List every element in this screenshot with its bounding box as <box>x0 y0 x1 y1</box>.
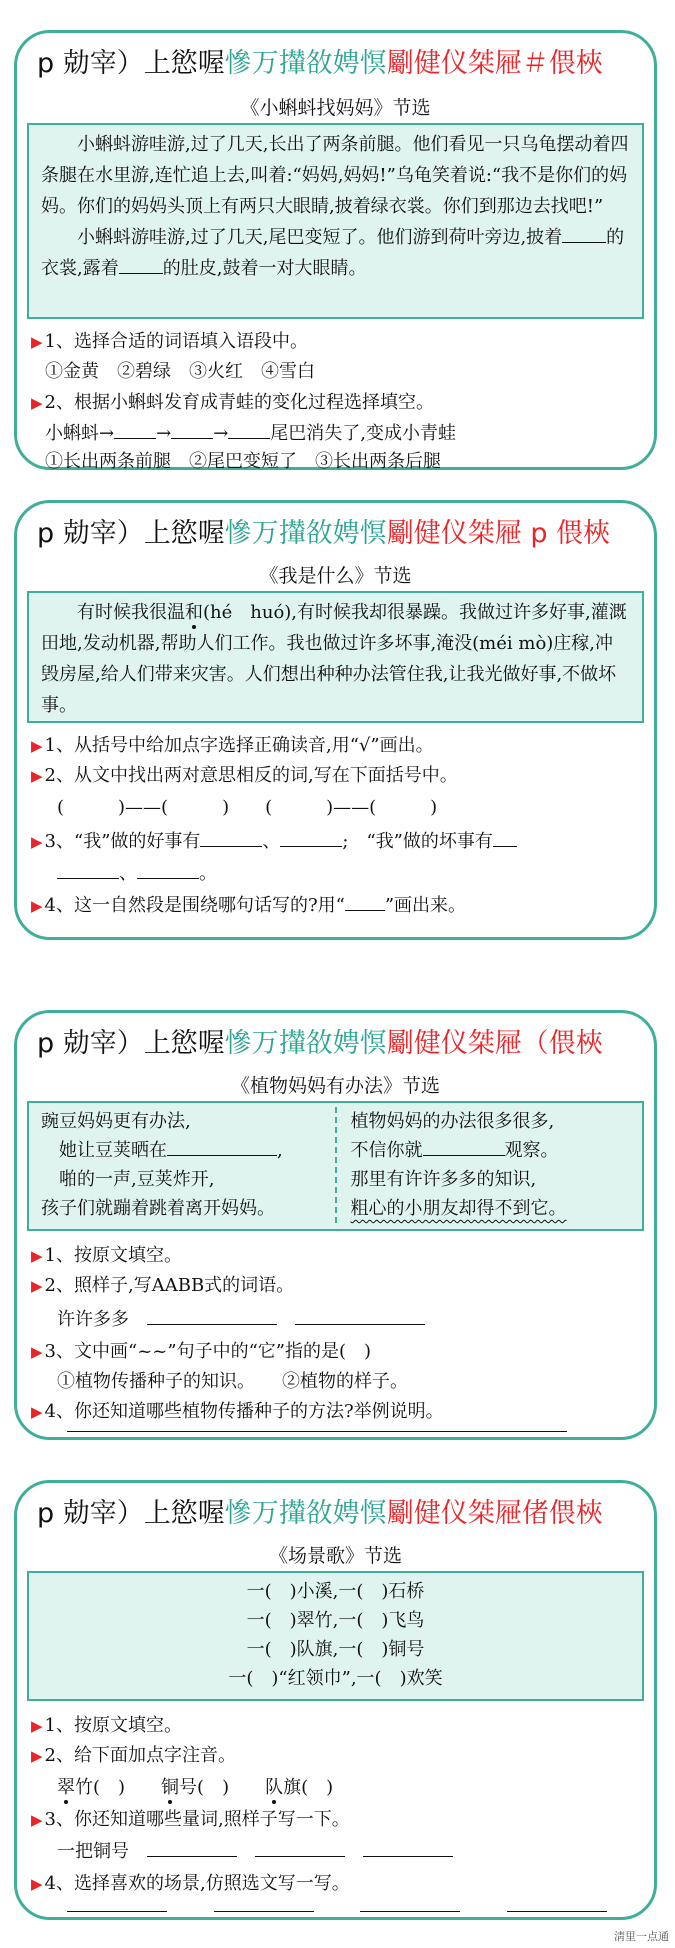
question-1-options: ①金黄 ②碧绿 ③火红 ④雪白 <box>45 361 315 382</box>
fill-blank[interactable] <box>57 878 119 879</box>
question-3-options: ①植物传播种子的知识。 ②植物的样子。 <box>57 1371 408 1392</box>
poem-line: 不信你就 观察。 <box>350 1140 559 1161</box>
question-3: ▶ 3、文中画“~~”句子中的“它”指的是( ) <box>31 1341 372 1362</box>
fill-blank[interactable] <box>280 846 342 847</box>
antonym-brackets[interactable]: ( )——( ) ( )——( ) <box>57 797 438 818</box>
question-4: ▶ 4、选择喜欢的场景,仿照选文写一写。 <box>31 1873 350 1894</box>
question-2-sequence: 小蝌蚪→ → → 尾巴消失了,变成小青蛙 <box>45 423 457 444</box>
arrow-icon: ▶ <box>31 1277 43 1295</box>
poem-left-column <box>41 1107 321 1223</box>
arrow-icon: ▶ <box>31 1811 43 1829</box>
fill-blank[interactable] <box>295 1324 425 1325</box>
card-title <box>37 1491 657 1530</box>
answer-line[interactable] <box>67 1431 567 1432</box>
fill-blank[interactable] <box>228 438 270 439</box>
title-part-c: 劚健仪桀屜＃偎梜 <box>386 48 603 79</box>
fill-blank[interactable] <box>200 846 262 847</box>
poem-line: 一( )小溪,一( )石桥 <box>246 1581 425 1602</box>
fill-blank[interactable] <box>562 242 606 243</box>
dotted-character: 队 <box>265 1777 284 1798</box>
question-2-items: 翠竹( ) 铜号( ) 队旗( ) <box>57 1777 334 1798</box>
passage-box <box>27 1571 644 1701</box>
card-title <box>37 1021 657 1060</box>
column-divider <box>335 1107 337 1223</box>
exercise-card-2 <box>14 500 657 940</box>
arrow-icon: ▶ <box>31 1403 43 1421</box>
question-3: ▶ 3、“我”做的好事有 、 ; “我”做的坏事有 <box>31 827 644 853</box>
question-3-continued: 、 。 <box>57 859 644 885</box>
exercise-card-3 <box>14 1010 657 1440</box>
poem-line: 她让豆荚晒在 , <box>59 1140 283 1161</box>
dotted-character: 和 <box>185 602 203 623</box>
poem-line: 那里有许许多多的知识, <box>350 1169 537 1190</box>
passage-paragraph: 小蝌蚪游哇游,过了几天,长出了两条前腿。他们看见一只乌龟摆动着四条腿在水里游,连忙追上去,叫着:“妈妈,妈妈!”乌龟笑着说:“我不是你们的妈妈。你们的妈妈头顶上有两只大眼睛,披着绿衣裳。你们到那边去找吧!” <box>41 134 629 217</box>
poem-line: 一( )队旗,一( )铜号 <box>246 1639 425 1660</box>
arrow-icon: ▶ <box>31 1875 43 1893</box>
question-2-options: ①长出两条前腿 ②尾巴变短了 ③长出两条后腿 <box>45 451 441 472</box>
question-3: ▶ 3、你还知道哪些量词,照样子写一下。 <box>31 1809 350 1830</box>
passage-subtitle: 《小蝌蚪找妈妈》节选 <box>240 97 431 119</box>
fill-blank[interactable] <box>67 1911 167 1912</box>
question-3-answer: 一把铜号 <box>57 1837 644 1863</box>
fill-blank[interactable] <box>171 438 213 439</box>
poem-line: 啪的一声,豆荚炸开, <box>59 1169 215 1190</box>
arrow-icon: ▶ <box>31 394 43 412</box>
passage-subtitle: 《我是什么》节选 <box>259 565 412 587</box>
watermark: 淸里一点通 <box>614 1930 669 1943</box>
passage-subtitle: 《场景歌》节选 <box>268 1545 402 1567</box>
passage-paragraph: 有时候我很温和(hé huó),有时候我却很暴躁。我做过许多好事,灌溉田地,发动机器,帮助人们工作。我也做过许多坏事,淹没(méi mò)庄稼,冲毁房屋,给人们带来灾害。人们想出种种办法管住我,让我光做好事,不做坏事。 <box>41 602 627 716</box>
fill-blank[interactable] <box>493 846 517 847</box>
question-1: ▶ 1、从括号中给加点字选择正确读音,用“√”画出。 <box>31 735 434 756</box>
title-part-a: p 勀宰）上慾喔 <box>37 48 225 79</box>
question-4: ▶ 4、这一自然段是围绕哪句话写的?用“ ”画出来。 <box>31 895 467 916</box>
poem-right-column <box>351 1107 631 1223</box>
title-part-b: 慘万攆敋娉慏 <box>224 1028 387 1059</box>
arrow-icon: ▶ <box>31 333 43 351</box>
fill-blank[interactable] <box>423 1155 505 1156</box>
poem-line: 一( )翠竹,一( )飞鸟 <box>246 1610 425 1631</box>
fill-blank[interactable] <box>147 1324 277 1325</box>
card-title <box>37 41 657 80</box>
fill-blank[interactable] <box>360 1911 460 1912</box>
fill-blank[interactable] <box>119 273 163 274</box>
title-part-a: p 勀宰）上慾喔 <box>37 1498 225 1529</box>
arrow-icon: ▶ <box>31 767 43 785</box>
fill-blank[interactable] <box>137 878 199 879</box>
passage-box <box>27 123 644 319</box>
fill-blank[interactable] <box>363 1856 453 1857</box>
question-2: ▶ 2、根据小蝌蚪发育成青蛙的变化过程选择填空。 <box>31 392 434 413</box>
fill-blank[interactable] <box>147 1856 237 1857</box>
exercise-card-1 <box>14 30 657 470</box>
question-1: ▶ 1、按原文填空。 <box>31 1245 182 1266</box>
title-part-c: 劚健仪桀屜偖偎梜 <box>386 1498 603 1529</box>
title-part-b: 慘万攆敋娉慏 <box>224 48 387 79</box>
passage-paragraph: 小蝌蚪游哇游,过了几天,尾巴变短了。他们游到荷叶旁边,披着 的衣裳,露着 的肚皮,鼓着一对大眼睛。 <box>41 227 625 279</box>
fill-blank[interactable] <box>114 438 156 439</box>
card-title <box>37 511 657 550</box>
fill-blank[interactable] <box>507 1911 607 1912</box>
arrow-icon: ▶ <box>31 1747 43 1765</box>
exercise-card-4 <box>14 1480 657 1920</box>
question-4: ▶ 4、你还知道哪些植物传播种子的方法?举例说明。 <box>31 1401 444 1422</box>
title-part-a: p 勀宰）上慾喔 <box>37 518 225 549</box>
fill-blank[interactable] <box>214 1911 314 1912</box>
passage-box <box>27 591 644 723</box>
passage-box <box>27 1101 644 1231</box>
arrow-icon: ▶ <box>31 1247 43 1265</box>
arrow-icon: ▶ <box>31 737 43 755</box>
poem-line: 植物妈妈的办法很多很多, <box>350 1111 555 1132</box>
title-part-c: 劚健仪桀屜（偎梜 <box>386 1028 603 1059</box>
question-2: ▶ 2、给下面加点字注音。 <box>31 1745 236 1766</box>
title-part-c: 劚健仪桀屜 p 偎梜 <box>386 518 611 549</box>
arrow-icon: ▶ <box>31 897 43 915</box>
poem-line: 孩子们就蹦着跳着离开妈妈。 <box>41 1198 275 1219</box>
fill-blank[interactable] <box>255 1856 345 1857</box>
arrow-icon: ▶ <box>31 1343 43 1361</box>
poem-line: 豌豆妈妈更有办法, <box>41 1111 191 1132</box>
question-2: ▶ 2、照样子,写AABB式的词语。 <box>31 1275 295 1296</box>
arrow-icon: ▶ <box>31 1717 43 1735</box>
question-2-answer: 许许多多 <box>57 1305 644 1331</box>
poem-line: 一( )“红领巾”,一( )欢笑 <box>228 1668 443 1689</box>
title-part-a: p 勀宰）上慾喔 <box>37 1028 225 1059</box>
arrow-icon: ▶ <box>31 833 43 851</box>
question-1: ▶ 1、选择合适的词语填入语段中。 <box>31 331 308 352</box>
dotted-character: 铜 <box>161 1777 180 1798</box>
fill-blank[interactable] <box>167 1155 277 1156</box>
question-2: ▶ 2、从文中找出两对意思相反的词,写在下面括号中。 <box>31 765 458 786</box>
underline-sample <box>345 910 385 911</box>
passage-subtitle: 《植物妈妈有办法》节选 <box>230 1075 440 1097</box>
title-part-b: 慘万攆敋娉慏 <box>224 1498 387 1529</box>
answer-lines <box>67 1911 607 1912</box>
wavy-underlined-line: 粗心的小朋友却得不到它。 <box>350 1198 567 1219</box>
question-1: ▶ 1、按原文填空。 <box>31 1715 182 1736</box>
title-part-b: 慘万攆敋娉慏 <box>224 518 387 549</box>
dotted-character: 翠 <box>57 1777 75 1798</box>
